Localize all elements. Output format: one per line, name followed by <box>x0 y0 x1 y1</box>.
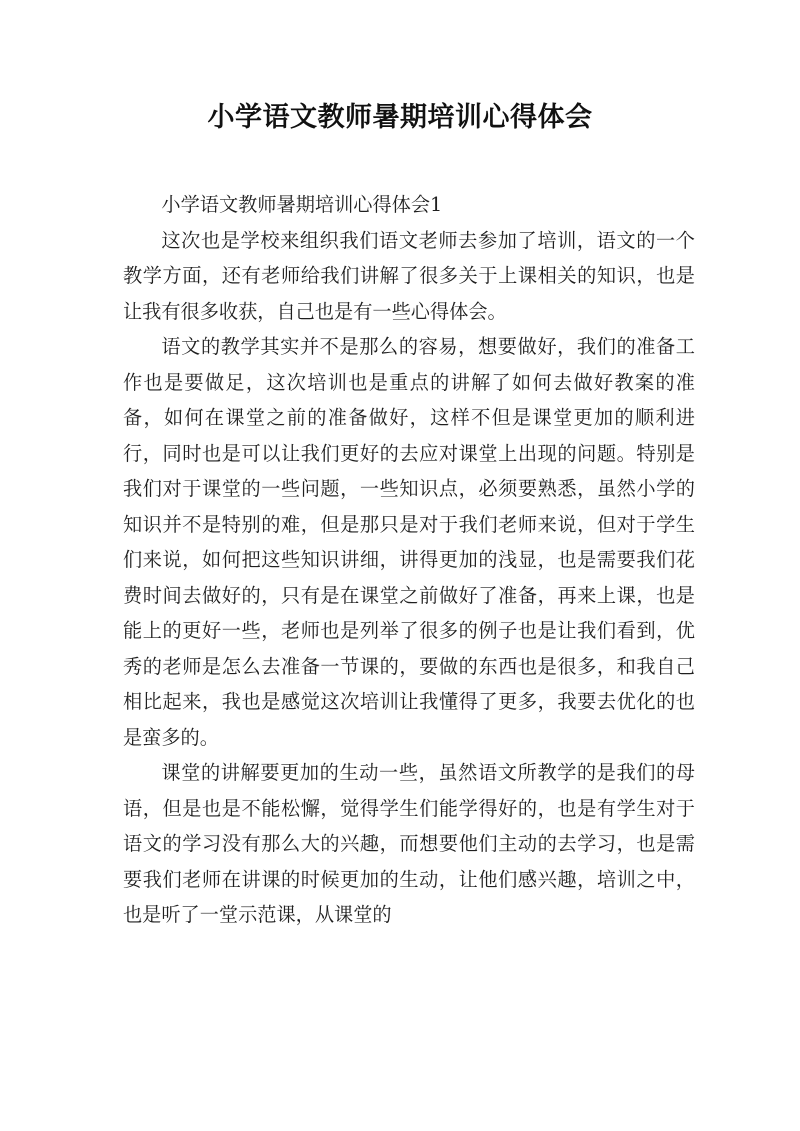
document-body <box>123 187 695 933</box>
document-title: 小学语文教师暑期培训心得体会 <box>207 102 593 133</box>
paragraph: 课堂的讲解要更加的生动一些，虽然语文所教学的是我们的母语，但是也是不能松懈，觉得学生们能学得好的，也是有学生对于语文的学习没有那么大的兴趣，而想要他们主动的去学习，也是需要我们老师在讲课的时候更加的生动，让他们感兴趣，培训之中，也是听了一堂示范课，从课堂的 <box>123 761 695 926</box>
paragraph: 语文的教学其实并不是那么的容易，想要做好，我们的准备工作也是要做足，这次培训也是重点的讲解了如何去做好教案的准备，如何在课堂之前的准备做好，这样不但是课堂更加的顺利进行，同时也是可以让我们更好的去应对课堂上出现的问题。特别是我们对于课堂的一些问题，一些知识点，必须要熟悉，虽然小学的知识并不是特别的难，但是那只是对于我们老师来说，但对于学生们来说，如何把这些知识讲细，讲得更加的浅显，也是需要我们花费时间去做好的，只有是在课堂之前做好了准备，再来上课，也是能上的更好一些，老师也是列举了很多的例子也是让我们看到，优秀的老师是怎么去准备一节课的，要做的东西也是很多，和我自己相比起来，我也是感觉这次培训让我懂得了更多，我要去优化的也是蛮多的。 <box>123 335 695 749</box>
paragraph: 这次也是学校来组织我们语文老师去参加了培训，语文的一个教学方面，还有老师给我们讲解了很多关于上课相关的知识，也是让我有很多收获，自己也是有一些心得体会。 <box>123 228 695 323</box>
section-heading: 小学语文教师暑期培训心得体会1 <box>161 193 443 216</box>
